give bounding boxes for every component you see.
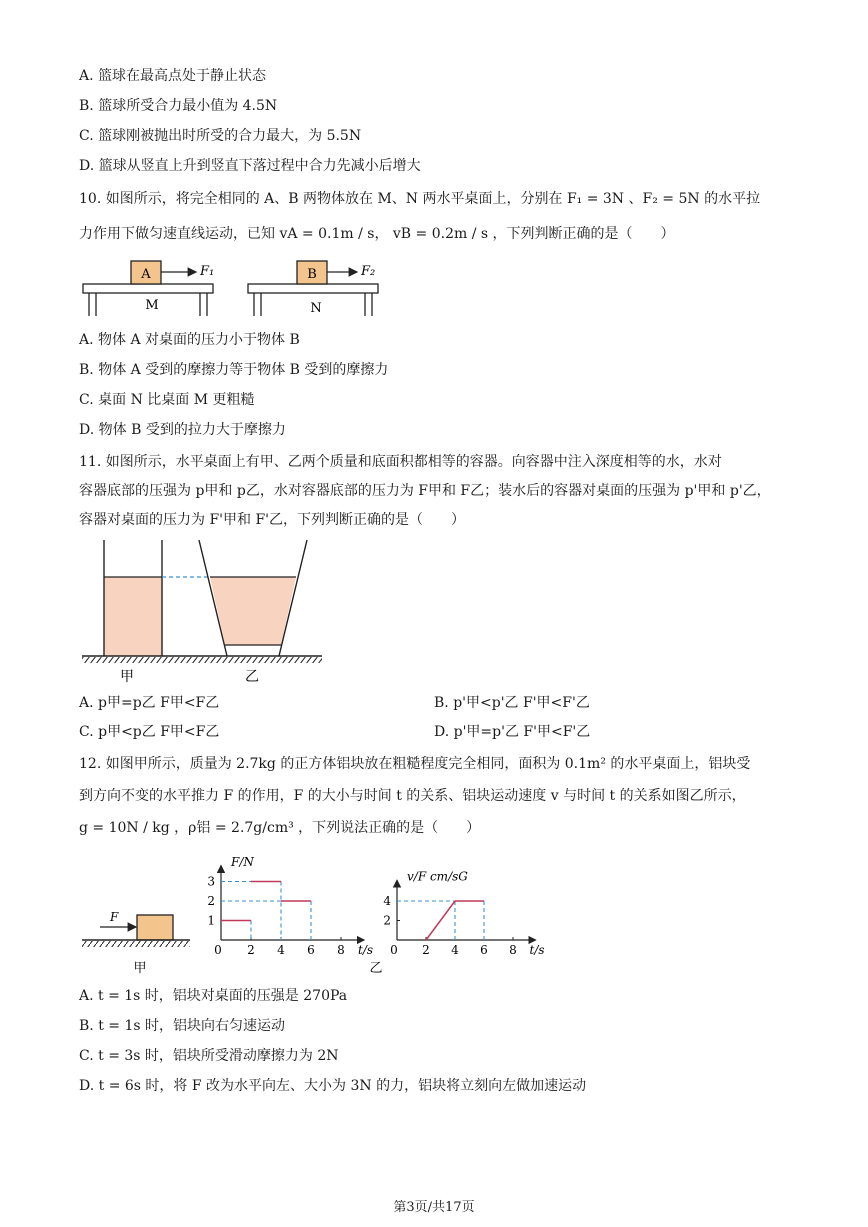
x-axis-label: t/s bbox=[529, 943, 545, 957]
x-tick-label: 2 bbox=[247, 943, 255, 957]
q9-option-a: A. 篮球在最高点处于静止状态 bbox=[79, 68, 267, 84]
x-tick-label: 6 bbox=[307, 943, 315, 957]
q9-option-b: B. 篮球所受合力最小值为 4.5N bbox=[79, 98, 278, 114]
fig-label-yi: 乙 bbox=[369, 961, 383, 976]
block-a-label: A bbox=[141, 267, 151, 282]
q12-stem-line3: g = 10N / kg ，ρ铝 = 2.7g/cm³ ，下列说法正确的是（ ） bbox=[79, 820, 481, 836]
table-n-label: N bbox=[310, 301, 322, 316]
push-force-label: F bbox=[110, 910, 119, 924]
velocity-segment bbox=[426, 901, 455, 940]
q10-stem-line2: 力作用下做匀速直线运动，已知 vA = 0.1m / s， vB = 0.2m / s ，下列判断正确的是（ ） bbox=[79, 226, 675, 242]
q10-stem-line1: 10. 如图所示，将完全相同的 A、B 两物体放在 M、N 两水平桌面上，分别在 F₁ = 3N 、F₂ = 5N 的水平拉 bbox=[79, 191, 761, 207]
q10-option-c: C. 桌面 N 比桌面 M 更粗糙 bbox=[79, 392, 255, 408]
q12-option-d: D. t = 6s 时，将 F 改为水平向左、大小为 3N 的力，铝块将立刻向左做加速运动 bbox=[79, 1078, 587, 1094]
q11-stem-line3: 容器对桌面的压力为 F'甲和 F'乙，下列判断正确的是（ ） bbox=[79, 512, 466, 528]
x-tick-label: 0 bbox=[214, 943, 222, 957]
x-tick-label: 6 bbox=[480, 943, 488, 957]
q10-option-b: B. 物体 A 受到的摩擦力等于物体 B 受到的摩擦力 bbox=[79, 362, 389, 378]
page-footer: 第3页/共17页 bbox=[393, 1200, 475, 1215]
q11-option-b: B. p'甲<p'乙 F'甲<F'乙 bbox=[434, 695, 590, 711]
q11-stem-line2: 容器底部的压强为 p甲和 p乙，水对容器底部的压力为 F甲和 F乙；装水后的容器对桌面的压强为 p'甲和 p'乙， bbox=[79, 483, 771, 499]
x-axis-label: t/s bbox=[358, 943, 374, 957]
force-f1-label: F₁ bbox=[200, 264, 215, 279]
q11-option-a: A. p甲=p乙 F甲<F乙 bbox=[79, 695, 220, 711]
q10-option-a: A. 物体 A 对桌面的压力小于物体 B bbox=[79, 332, 300, 348]
q11-option-c: C. p甲<p乙 F甲<F乙 bbox=[79, 724, 220, 740]
x-tick-label: 2 bbox=[422, 943, 430, 957]
block-b-label: B bbox=[307, 267, 317, 282]
q10-option-d: D. 物体 B 受到的拉力大于摩擦力 bbox=[79, 422, 286, 438]
x-tick-label: 4 bbox=[277, 943, 285, 957]
x-tick-label: 0 bbox=[390, 943, 398, 957]
q9-option-c: C. 篮球刚被抛出时所受的合力最大，为 5.5N bbox=[79, 128, 362, 144]
y-tick-label: 2 bbox=[207, 894, 215, 908]
y-tick-label: 3 bbox=[207, 874, 215, 889]
x-tick-label: 8 bbox=[337, 943, 345, 957]
y-tick-label: 4 bbox=[383, 894, 391, 908]
q11-stem-line1: 11. 如图所示，水平桌面上有甲、乙两个质量和底面积都相等的容器。向容器中注入深度相等的水，水对 bbox=[79, 454, 722, 470]
x-tick-label: 8 bbox=[509, 943, 517, 957]
q12-stem-line2: 到方向不变的水平推力 F 的作用，F 的大小与时间 t 的关系、铝块运动速度 v 与时间 t 的关系如图乙所示， bbox=[79, 788, 746, 804]
y-tick-label: 1 bbox=[207, 913, 215, 928]
table-m-label: M bbox=[145, 298, 159, 313]
y-axis-label: F/N bbox=[231, 854, 254, 869]
q9-option-d: D. 篮球从竖直上升到竖直下落过程中合力先减小后增大 bbox=[79, 158, 421, 174]
q12-option-c: C. t = 3s 时，铝块所受滑动摩擦力为 2N bbox=[79, 1048, 339, 1064]
label-yi: 乙 bbox=[245, 669, 259, 685]
q12-stem-line1: 12. 如图甲所示，质量为 2.7kg 的正方体铝块放在粗糙程度完全相同，面积为 0.1m² 的水平桌面上，铝块受 bbox=[79, 756, 751, 772]
q12-option-a: A. t = 1s 时，铝块对桌面的压强是 270Pa bbox=[79, 988, 348, 1004]
force-f2-label: F₂ bbox=[361, 264, 376, 279]
label-jia: 甲 bbox=[120, 669, 134, 685]
fig-label-jia: 甲 bbox=[133, 961, 147, 976]
y-tick-label: 2 bbox=[383, 913, 391, 928]
q11-option-d: D. p'甲=p'乙 F'甲<F'乙 bbox=[434, 724, 591, 740]
y-axis-label: v/F cm/sG bbox=[407, 869, 468, 884]
q12-option-b: B. t = 1s 时，铝块向右匀速运动 bbox=[79, 1018, 285, 1034]
x-tick-label: 4 bbox=[451, 943, 459, 957]
